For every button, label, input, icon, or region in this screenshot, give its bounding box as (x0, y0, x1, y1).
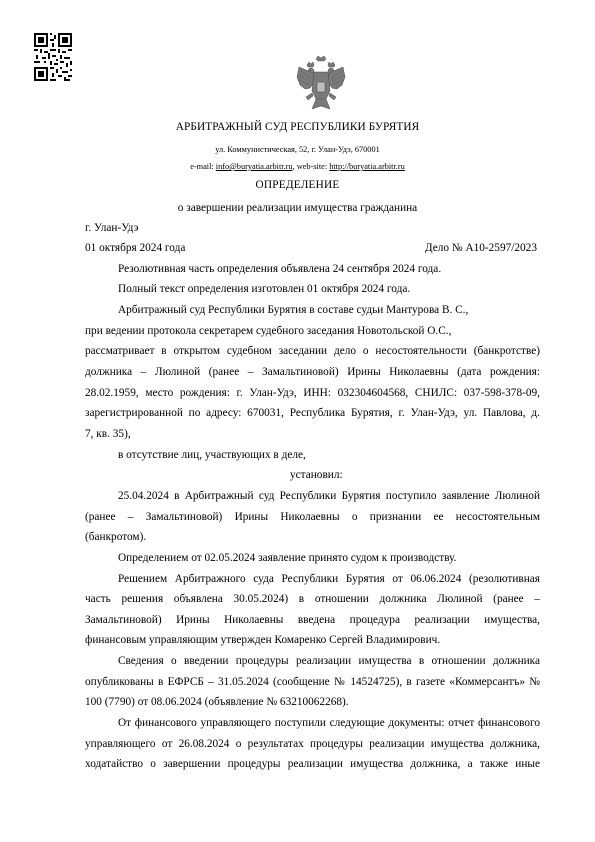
paragraph-operative-part: Резолютивная часть определения объявлена 24 сентября 2024 года. (118, 263, 442, 275)
paragraph-line: От финансового управляющего поступили следующие документы: отчет финансового (118, 717, 540, 729)
paragraph-line: финансовым управляющим утвержден Комаренко Сергей Владимирович. (85, 634, 441, 646)
paragraph-acceptance: Определением от 02.05.2024 заявление принято судом к производству. (118, 552, 457, 564)
paragraph-line: ходатайство о завершении процедуры реализации имущества должника, а также иные (85, 758, 540, 770)
paragraph-line: часть решения объявлена 30.05.2024) в отношении должника Люлиной (ранее – (85, 593, 540, 605)
paragraph-line: (ранее – Замальтиновой) Ирины Николаевны о признании ее несостоятельным (85, 511, 540, 523)
paragraph-line: 25.04.2024 в Арбитражный суд Республики Бурятия поступило заявление Люлиной (118, 490, 540, 502)
established-heading: установил: (290, 469, 343, 481)
paragraph-line: опубликованы в ЕФРСБ – 31.05.2024 (сообщение № 14524725), в газете «Коммерсантъ» № (85, 676, 540, 688)
document-date: 01 октября 2024 года (85, 242, 186, 254)
court-address: ул. Коммунистическая, 52, г. Улан-Удэ, 670001 (215, 145, 380, 154)
email-label: e-mail: (190, 162, 216, 171)
paragraph-line: управляющего от 26.08.2024 о результатах процедуры реализации имущества должника, (85, 738, 540, 750)
paragraph-line: Замальтиновой) Ирины Николаевны введена процедура реализации имущества, (85, 614, 540, 626)
paragraph-line: 7, кв. 35), (85, 428, 131, 440)
paragraph-line: Сведения о введении процедуры реализации имущества в отношении должника (118, 655, 540, 667)
email-link[interactable]: info@buryatia.arbitr.ru (215, 162, 293, 171)
qr-code (34, 33, 72, 81)
paragraph-secretary: при ведении протокола секретарем судебного заседания Новотольской О.С., (85, 325, 452, 337)
website-link[interactable]: http://buryatia.arbitr.ru (329, 162, 405, 171)
document-subject: о завершении реализации имущества гражданина (177, 202, 418, 214)
coat-of-arms-emblem (296, 55, 346, 113)
paragraph-line: рассматривает в открытом судебном заседании дело о несостоятельности (банкротстве) (85, 345, 540, 357)
paragraph-line: зарегистрированной по адресу: 670031, Республика Бурятия, г. Улан-Удэ, ул. Павлова, д. (85, 407, 540, 419)
paragraph-line: Решением Арбитражного суда Республики Бурятия от 06.06.2024 (резолютивная (118, 573, 540, 585)
paragraph-absence: в отсутствие лиц, участвующих в деле, (118, 449, 306, 461)
paragraph-full-text-date: Полный текст определения изготовлен 01 октября 2024 года. (118, 283, 411, 295)
paragraph-court-composition: Арбитражный суд Республики Бурятия в составе судьи Мантурова В. С., (118, 304, 469, 316)
paragraph-line: 28.02.1959, место рождения: г. Улан-Удэ, ИНН: 032304604568, СНИЛС: 037-598-378-09, (85, 387, 540, 399)
court-contacts (0, 162, 595, 171)
paragraph-line: должника – Люлиной (ранее – Замальтиновой) Ирины Николаевны (дата рождения: (85, 366, 540, 378)
city: г. Улан-Удэ (85, 222, 139, 234)
document-type: ОПРЕДЕЛЕНИЕ (255, 179, 340, 191)
court-name: АРБИТРАЖНЫЙ СУД РЕСПУБЛИКИ БУРЯТИЯ (175, 121, 420, 133)
website-label: , web-site: (292, 162, 330, 171)
case-number: Дело № А10-2597/2023 (424, 242, 537, 254)
paragraph-line: (банкротом). (85, 531, 147, 543)
paragraph-line: 100 (7790) от 08.06.2024 (объявление № 63210062268). (85, 696, 349, 708)
